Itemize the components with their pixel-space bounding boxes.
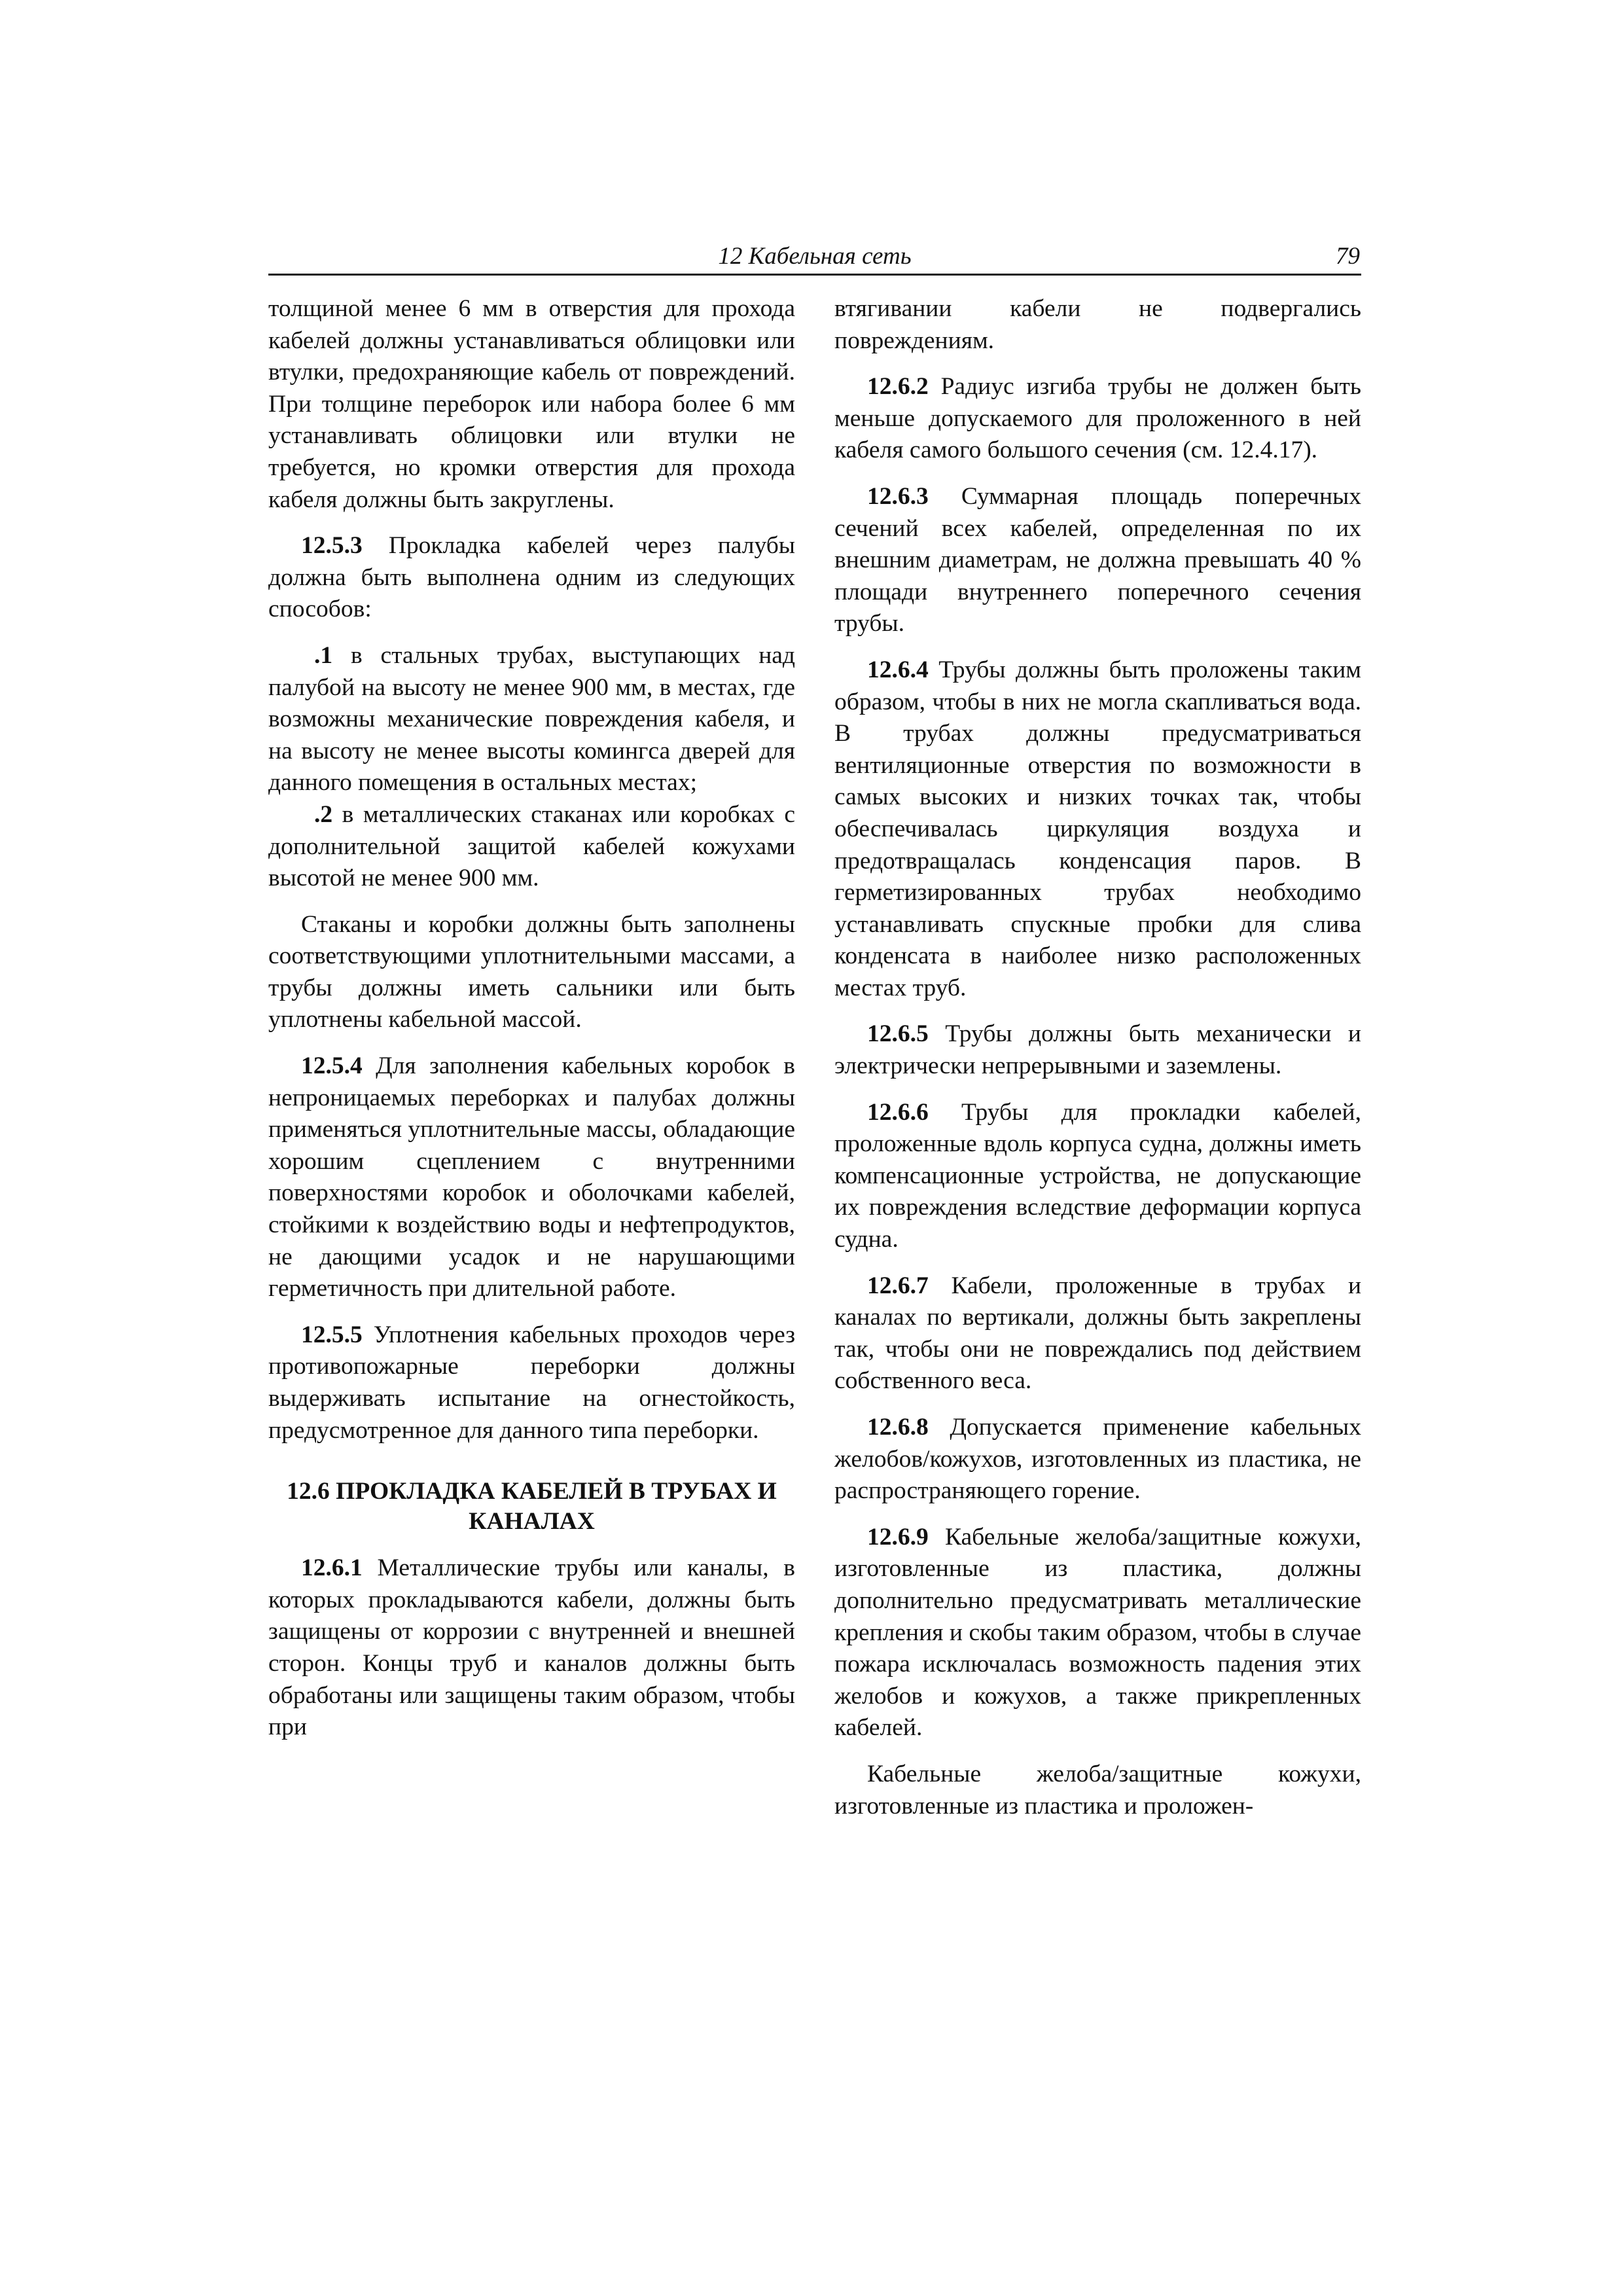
clause-text: Допускается применение кабельных желобов/кожухов, изготовленных из пластика, не распространяющего горение. xyxy=(834,1414,1361,1505)
clause-number: 12.5.3 xyxy=(301,532,363,560)
clause-number: 12.6.3 xyxy=(867,482,929,510)
clause-12-6-8 xyxy=(834,1412,1361,1507)
list-item-text: в стальных трубах, выступающих над палубой на высоту не менее 900 мм, в местах, где возможны механические повреждения кабеля, и на высоту не менее высоты комингса дверей для данного помещения в остальных местах; xyxy=(268,641,796,797)
clause-text: Трубы должны быть проложены таким образом, чтобы в них не могла скапливаться вода. В трубах должны предусматриваться вентиляционные отверстия по возможности в самых высоких и низких точках так, чтобы обеспечивалась циркуляция воздуха и предотвращалась конденсация паров. В герметизированных трубах необходимо устанавливать спускные пробки для слива конденсата в наиболее низко расположенных местах труб. xyxy=(834,656,1362,1001)
clause-12-5-5 xyxy=(268,1319,795,1446)
clause-text: Металлические трубы или каналы, в которых прокладываются кабели, должны быть защищены от коррозии с внутренней и внешней сторон. Концы труб и каналов должны быть обработаны или защищены таким образом, чтобы при xyxy=(268,1554,796,1741)
clause-12-6-7 xyxy=(834,1270,1361,1397)
clause-12-6-3 xyxy=(834,481,1361,640)
clause-text: Уплотнения кабельных проходов через противопожарные переборки должны выдерживать испытание на огнестойкость, предусмотренное для данного типа переборки. xyxy=(268,1321,796,1444)
clause-12-6-1 xyxy=(268,1552,795,1744)
clause-12-6-9 xyxy=(834,1522,1361,1744)
paragraph-stakany: Стаканы и коробки должны быть заполнены соответствующими уплотнительными массами, а трубы должны иметь сальники или быть уплотнены кабельной массой. xyxy=(268,910,795,1033)
clause-text: Кабели, проложенные в трубах и каналах по вертикали, должны быть закреплены так, чтобы они не повреждались под действием собственного веса. xyxy=(834,1272,1362,1395)
clause-number: 12.6.1 xyxy=(301,1554,363,1582)
clause-number: 12.5.5 xyxy=(301,1321,363,1348)
clause-12-6-2 xyxy=(834,371,1361,467)
clause-12-6-5 xyxy=(834,1018,1361,1082)
paragraph-final: Кабельные желоба/защитные кожухи, изготовленные из пластика и проложен- xyxy=(834,1760,1361,1820)
list-item-2 xyxy=(268,799,795,895)
clause-number: 12.5.4 xyxy=(301,1052,363,1080)
list-item-number: .2 xyxy=(314,800,333,828)
right-column xyxy=(834,293,1361,1837)
clause-number: 12.6.2 xyxy=(867,373,929,401)
page-number: 79 xyxy=(1336,243,1360,270)
clause-number: 12.6.7 xyxy=(867,1272,929,1299)
paragraph-continuation: втягивании кабели не подвергались повреждениям. xyxy=(834,295,1361,354)
clause-number: 12.6.8 xyxy=(867,1414,929,1441)
clause-12-6-4 xyxy=(834,655,1361,1005)
clause-number: 12.6.9 xyxy=(867,1523,929,1551)
clause-12-5-3 xyxy=(268,530,795,626)
clause-text: Трубы для прокладки кабелей, проложенные вдоль корпуса судна, должны иметь компенсационные устройства, не допускающие их повреждения вследствие деформации корпуса судна. xyxy=(834,1098,1361,1253)
section-heading-12-6: 12.6 ПРОКЛАДКА КАБЕЛЕЙ В ТРУБАХ И КАНАЛАХ xyxy=(287,1478,777,1535)
clause-number: 12.6.4 xyxy=(867,656,929,683)
clause-text: Прокладка кабелей через палубы должна быть выполнена одним из следующих способов: xyxy=(268,532,795,623)
list-item-text: в металлических стаканах или коробках с дополнительной защитой кабелей кожухами высотой не менее 900 мм. xyxy=(268,800,795,892)
clause-12-6-6 xyxy=(834,1097,1361,1256)
left-column xyxy=(268,293,795,1758)
clause-number: 12.6.5 xyxy=(867,1020,929,1048)
clause-text: Радиус изгиба трубы не должен быть меньше допускаемого для проложенного в ней кабеля самого большого сечения (см. 12.4.17). xyxy=(834,373,1361,464)
clause-text: Суммарная площадь поперечных сечений всех кабелей, определенная по их внешним диаметрам, не должна превышать 40 % площади внутреннего поперечного сечения трубы. xyxy=(834,482,1362,637)
clause-text: Кабельные желоба/защитные кожухи, изготовленные из пластика, должны дополнительно предусматривать металлические крепления и скобы таким образом, чтобы в случае пожара исключалась возможность падения этих желобов и кожухов, а также прикрепленных кабелей. xyxy=(834,1523,1361,1742)
page-header xyxy=(268,242,1361,276)
clause-text: Для заполнения кабельных коробок в непроницаемых переборках и палубах должны применяться уплотнительные массы, обладающие хорошим сцеплением с внутренними поверхностями коробок и оболочками кабелей, стойкими к воздействию воды и нефтепродуктов, не дающими усадок и не нарушающими герметичность при длительной работе. xyxy=(268,1052,795,1302)
clause-number: 12.6.6 xyxy=(867,1098,929,1126)
clause-12-5-4 xyxy=(268,1050,795,1305)
running-head-title: 12 Кабельная сеть xyxy=(718,243,912,270)
clause-text: Трубы должны быть механически и электрически непрерывными и заземлены. xyxy=(834,1020,1361,1080)
list-item-number: .1 xyxy=(314,641,333,669)
list-item-1 xyxy=(268,640,795,799)
paragraph-continuation: толщиной менее 6 мм в отверстия для прохода кабелей должны устанавливаться облицовки или втулки, предохраняющие кабель от повреждений. При толщине переборок или набора более 6 мм устанавливать облицовки или втулки не требуется, но кромки отверстия для прохода кабеля должны быть закруглены. xyxy=(268,295,795,513)
